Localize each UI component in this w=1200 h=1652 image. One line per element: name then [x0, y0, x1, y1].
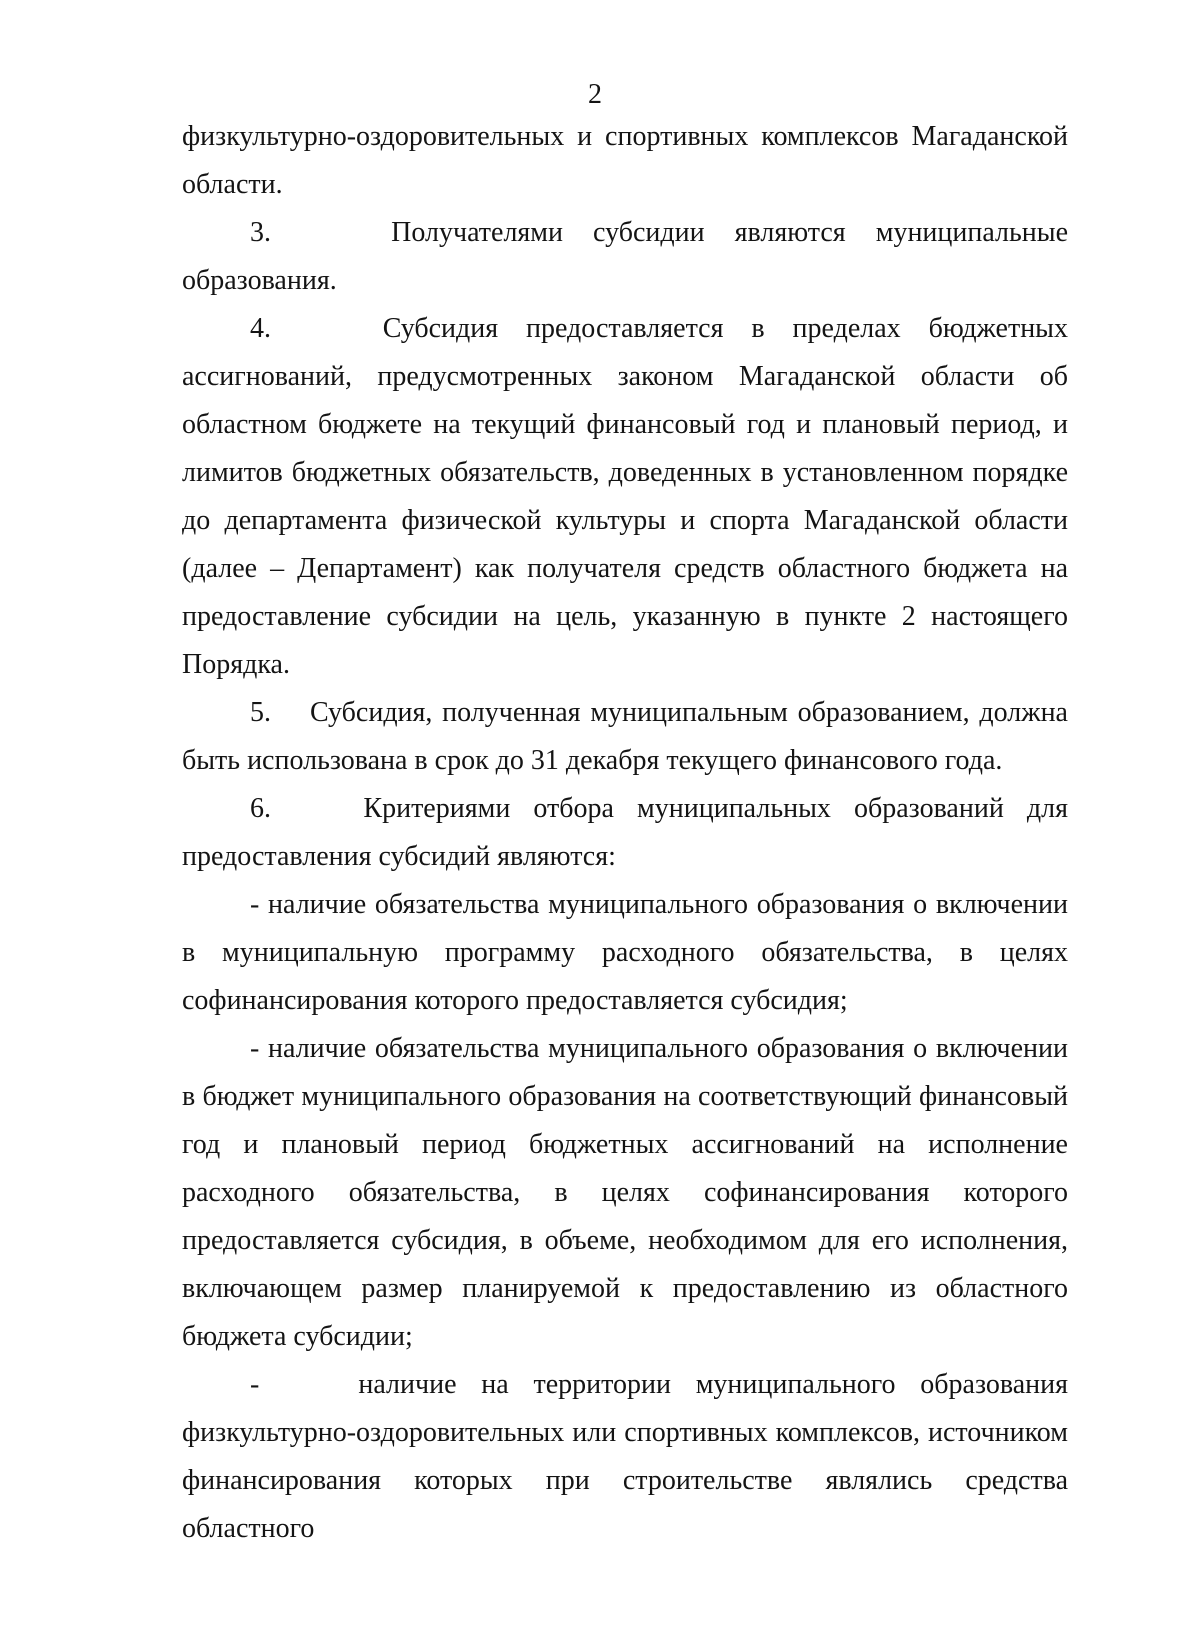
criteria-item-3: - наличие на территории муниципального образования физкультурно-оздоровительных или спортивных комплексов, источником финансирования которых при строительстве являлись средства областного	[182, 1369, 1068, 1544]
paragraph-continuation: физкультурно-оздоровительных и спортивных комплексов Магаданской области.	[182, 121, 1068, 200]
paragraph-item-3: 3. Получателями субсидии являются муниципальные образования.	[182, 217, 1068, 296]
paragraph-item-4: 4. Субсидия предоставляется в пределах бюджетных ассигнований, предусмотренных законом Магаданской области об областном бюджете на текущий финансовый год и плановый период, и лимитов бюджетных обязательств, доведенных в установленном порядке до департамента физической культуры и спорта Магаданской области (далее – Департамент) как получателя средств областного бюджета на предоставление субсидии на цель, указанную в пункте 2 настоящего Порядка.	[182, 313, 1068, 680]
criteria-item-1: - наличие обязательства муниципального образования о включении в муниципальную программу расходного обязательства, в целях софинансирования которого предоставляется субсидия;	[182, 889, 1068, 1016]
page-number: 2	[588, 79, 602, 110]
paragraph-item-5: 5. Субсидия, полученная муниципальным образованием, должна быть использована в срок до 31 декабря текущего финансового года.	[182, 697, 1068, 776]
document-body	[182, 113, 1068, 1553]
criteria-item-2: - наличие обязательства муниципального образования о включении в бюджет муниципального образования на соответствующий финансовый год и плановый период бюджетных ассигнований на исполнение расходного обязательства, в целях софинансирования которого предоставляется субсидия, в объеме, необходимом для его исполнения, включающем размер планируемой к предоставлению из областного бюджета субсидии;	[182, 1033, 1068, 1352]
paragraph-item-6: 6. Критериями отбора муниципальных образований для предоставления субсидий являются:	[182, 793, 1068, 872]
